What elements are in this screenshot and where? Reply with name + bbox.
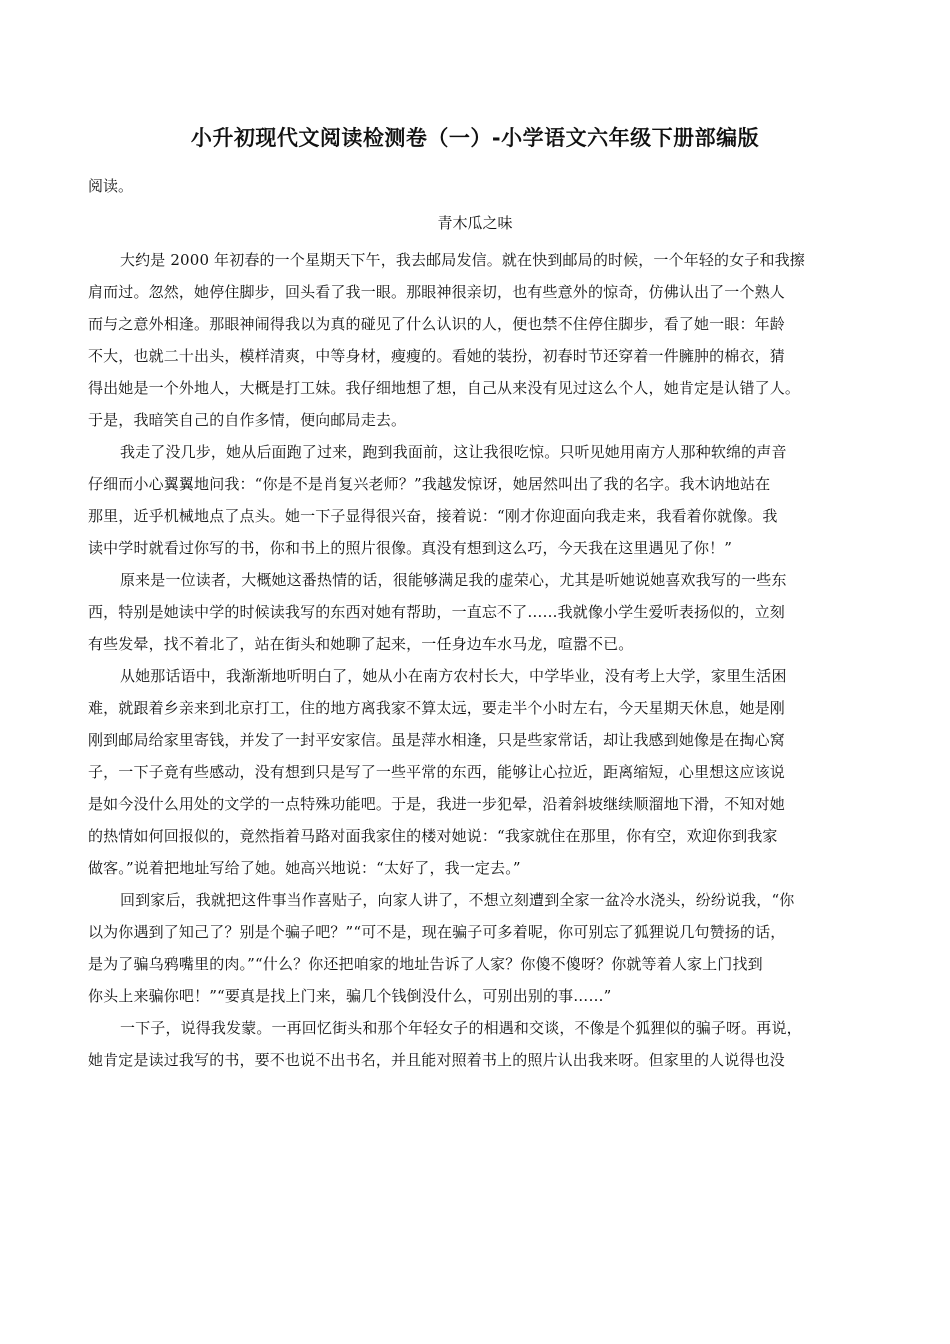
text-line: 以为你遇到了知己了？别是个骗子吧？”“可不是，现在骗子可多着呢，你可别忘了狐狸说几句赞扬的话， <box>88 923 786 941</box>
text-line: 是如今没什么用处的文学的一点特殊功能吧。于是，我进一步犯晕，沿着斜坡继续顺溜地下滑，不知对她 <box>88 795 785 813</box>
text-line: 难，就跟着乡亲来到北京打工，住的地方离我家不算太远，要走半个小时左右，今天星期天休息，她是刚 <box>88 699 785 717</box>
text-line: 是为了骗乌鸦嘴里的肉。”“什么？你还把咱家的地址告诉了人家？你傻不傻呀？你就等着人家上门找到 <box>88 955 763 973</box>
page-title: 小升初现代文阅读检测卷（一）-小学语文六年级下册部编版 <box>190 126 760 150</box>
text-line: 我走了没几步，她从后面跑了过来，跑到我面前，这让我很吃惊。只听见她用南方人那种软绵的声音 <box>120 443 787 461</box>
text-line: 大约是 2000 年初春的一个星期天下午，我去邮局发信。就在快到邮局的时候，一个年轻的女子和我擦 <box>120 251 805 269</box>
text-line: 有些发晕，找不着北了，站在街头和她聊了起来，一任身边车水马龙，喧嚣不已。 <box>88 635 634 653</box>
text-line: 子，一下子竟有些感动，没有想到只是写了一些平常的东西，能够让心拉近，距离缩短，心里想这应该说 <box>88 763 785 781</box>
text-line: 不大，也就二十出头，模样清爽，中等身材，瘦瘦的。看她的装扮，初春时节还穿着一件臃肿的棉衣，猜 <box>88 347 785 365</box>
text-line: 回到家后，我就把这件事当作喜贴子，向家人讲了，不想立刻遭到全家一盆冷水浇头，纷纷说我，“你 <box>120 891 795 909</box>
article-title: 青木瓜之味 <box>437 214 513 232</box>
text-line: 那里，近乎机械地点了点头。她一下子显得很兴奋，接着说：“刚才你迎面向我走来，我看着你就像。我 <box>88 507 778 525</box>
text-line: 西，特别是她读中学的时候读我写的东西对她有帮助，一直忘不了……我就像小学生爱听表扬似的，立刻 <box>88 603 785 621</box>
instruction-text: 阅读。 <box>88 177 134 195</box>
text-line: 原来是一位读者，大概她这番热情的话，很能够满足我的虚荣心，尤其是听她说她喜欢我写的一些东 <box>120 571 787 589</box>
text-line: 你头上来骗你吧！”“要真是找上门来，骗几个钱倒没什么，可别出别的事……” <box>88 987 612 1005</box>
text-line: 而与之意外相逢。那眼神闹得我以为真的碰见了什么认识的人，便也禁不住停住脚步，看了她一眼：年龄 <box>88 315 785 333</box>
text-line: 得出她是一个外地人，大概是打工妹。我仔细地想了想，自己从来没有见过这么个人，她肯定是认错了人。 <box>88 379 801 397</box>
article-body <box>88 244 888 1076</box>
text-line: 仔细而小心翼翼地问我：“你是不是肖复兴老师？”我越发惊讶，她居然叫出了我的名字。我木讷地站在 <box>88 475 771 493</box>
text-line: 做客。”说着把地址写给了她。她高兴地说：“太好了，我一定去。” <box>88 859 521 877</box>
text-line: 从她那话语中，我渐渐地听明白了，她从小在南方农村长大，中学毕业，没有考上大学，家里生活困 <box>120 667 787 685</box>
text-line: 她肯定是读过我写的书，要不也说不出书名，并且能对照着书上的照片认出我来呀。但家里的人说得也没 <box>88 1051 785 1069</box>
text-line: 读中学时就看过你写的书，你和书上的照片很像。真没有想到这么巧，今天我在这里遇见了你！” <box>88 539 733 557</box>
text-line: 的热情如何回报似的，竟然指着马路对面我家住的楼对她说：“我家就住在那里，你有空，欢迎你到我家 <box>88 827 778 845</box>
text-line: 于是，我暗笑自己的自作多情，便向邮局走去。 <box>88 411 407 429</box>
text-line: 刚到邮局给家里寄钱，并发了一封平安家信。虽是萍水相逢，只是些家常话，却让我感到她像是在掏心窝 <box>88 731 785 749</box>
text-line: 一下子，说得我发蒙。一再回忆街头和那个年轻女子的相遇和交谈，不像是个狐狸似的骗子呀。再说， <box>120 1019 802 1037</box>
text-line: 肩而过。忽然，她停住脚步，回头看了我一眼。那眼神很亲切，也有些意外的惊奇，仿佛认出了一个熟人 <box>88 283 785 301</box>
